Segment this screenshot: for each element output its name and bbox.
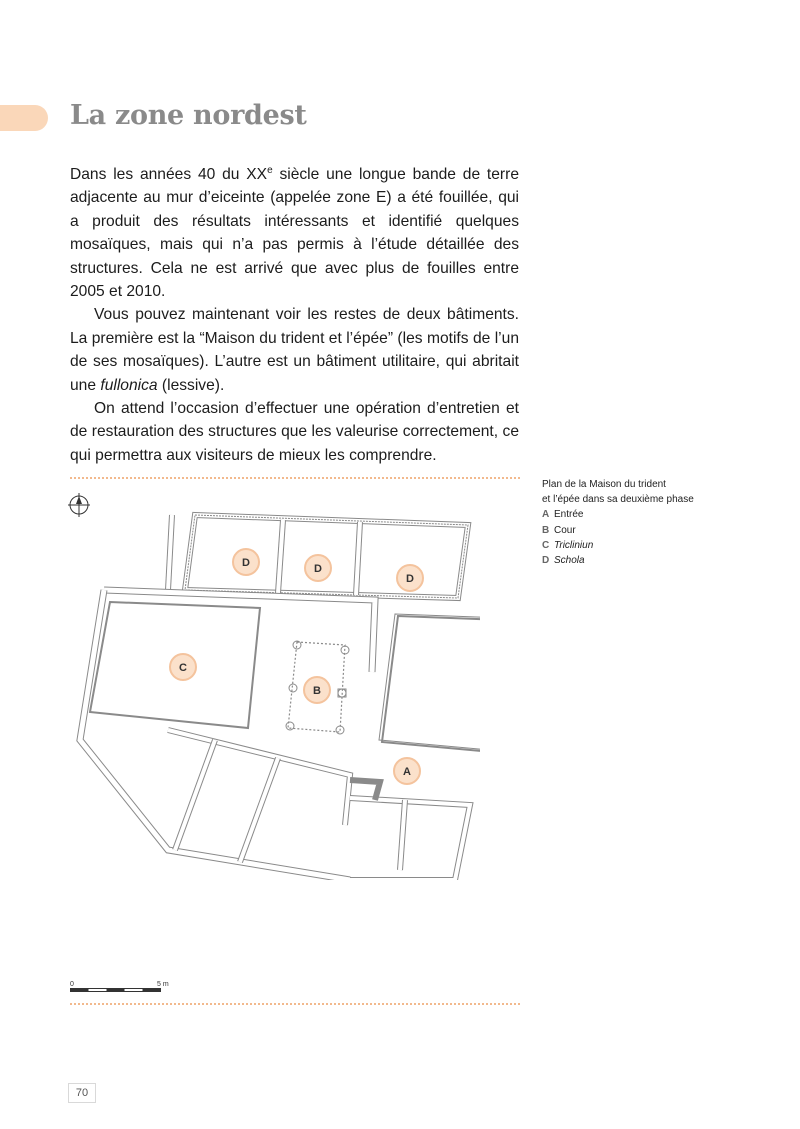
paragraph-1: Dans les années 40 du XXe siècle une longue bande de terre adjacente au mur d’eiceinte (appelée zone E) a été fouillée, qui a produit des résultats intéressants et identifié quelques mosaïques, mais qui n’a pas permis à l’étude détaillée des structures. Cela ne est arrivé que avec plus de fouilles entre 2005 et 2010.: [70, 164, 519, 301]
figure-bottom-divider: [70, 1003, 520, 1005]
marker-d2: D: [314, 563, 322, 575]
legend-item-b: B Cour: [542, 524, 576, 536]
scale-end-label: 5 m: [157, 981, 169, 988]
marker-d3: D: [406, 573, 414, 585]
north-arrow-icon: [68, 493, 90, 517]
page-title: La zone nordest: [70, 100, 307, 131]
section-tab-marker: [0, 105, 48, 131]
body-text: [70, 163, 519, 467]
marker-a: A: [403, 766, 411, 778]
figure-top-divider: [70, 477, 520, 479]
scale-start-label: 0: [70, 981, 74, 988]
figure-caption: Plan de la Maison du trident et l’épée dans sa deuxième phase A Entrée B Cour C Tricliniun D Schola: [542, 477, 762, 568]
marker-b: B: [313, 685, 321, 697]
legend-item-a: A Entrée: [542, 509, 584, 521]
paragraph-3: On attend l’occasion d’effectuer une opération d’entretien et de restauration des structures que les valeurise correctement, ce qui permettra aux visiteurs de mieux les comprendre.: [70, 400, 519, 464]
marker-d1: D: [242, 557, 250, 569]
room-markers: [170, 549, 423, 784]
paragraph-2: Vous pouvez maintenant voir les restes de deux bâtiments. La première est la “Maison du trident et l’épée” (les motifs de l’un de ses mosaïques). L’autre est un bâtiment utilitaire, qui abritait une fullonica (lessive).: [70, 306, 519, 394]
house-floor-plan: [60, 480, 480, 880]
page-number: 70: [68, 1083, 96, 1103]
schola-rooms: [185, 515, 468, 598]
main-building-walls: [80, 590, 480, 880]
legend-item-d: D Schola: [542, 555, 585, 567]
marker-c: C: [179, 662, 187, 674]
legend-item-c: C Tricliniun: [542, 539, 594, 551]
